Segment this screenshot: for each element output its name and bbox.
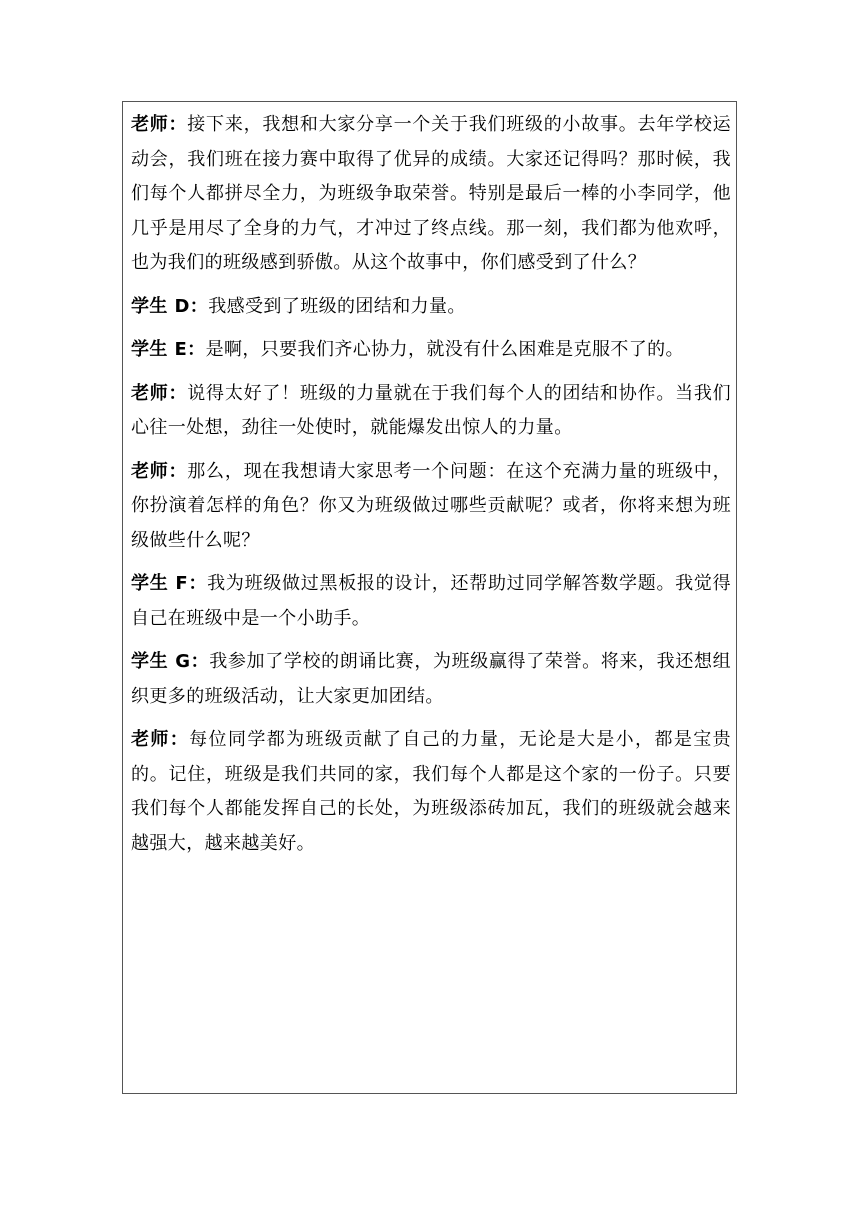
dialogue-text [131, 108, 731, 870]
line-text: 我参加了学校的朗诵比赛，为班级赢得了荣誉。将来，我还想组织更多的班级活动，让大家更加团结。 [131, 651, 732, 707]
dialogue-line-teacher [131, 108, 731, 281]
speaker-label: 学生 F： [131, 573, 208, 594]
line-text: 那么，现在我想请大家思考一个问题：在这个充满力量的班级中，你扮演着怎样的角色？你又为班级做过哪些贡献呢？或者，你将来想为班级做些什么呢？ [131, 460, 731, 551]
speaker-label: 学生 D： [131, 295, 209, 317]
dialogue-line-student-f [131, 567, 731, 636]
dialogue-line-teacher [131, 723, 731, 861]
dialogue-line-student-g [131, 645, 731, 714]
line-text: 是啊，只要我们齐心协力，就没有什么困难是克服不了的。 [205, 339, 684, 360]
dialogue-line-teacher [131, 377, 731, 446]
speaker-label: 学生 E： [131, 339, 206, 360]
line-text: 接下来，我想和大家分享一个关于我们班级的小故事。去年学校运动会，我们班在接力赛中取得了优异的成绩。大家还记得吗？那时候，我们每个人都拼尽全力，为班级争取荣誉。特别是最后一棒的小李同学，他几乎是用尽了全身的力气，才冲过了终点线。那一刻，我们都为他欢呼，也为我们的班级感到骄傲。从这个故事中，你们感受到了什么？ [131, 114, 731, 273]
dialogue-line-student-d [131, 290, 731, 325]
line-text: 我为班级做过黑板报的设计，还帮助过同学解答数学题。我觉得自己在班级中是一个小助手。 [131, 573, 732, 629]
line-text: 每位同学都为班级贡献了自己的力量，无论是大是小，都是宝贵的。记住，班级是我们共同的家，我们每个人都是这个家的一份子。只要我们每个人都能发挥自己的长处，为班级添砖加瓦，我们的班级就会越来越强大，越来越美好。 [131, 729, 732, 854]
line-text: 说得太好了！班级的力量就在于我们每个人的团结和协作。当我们心往一处想，劲往一处使时，就能爆发出惊人的力量。 [131, 382, 731, 438]
speaker-label: 老师： [131, 460, 188, 482]
speaker-label: 老师： [131, 382, 188, 404]
line-text: 我感受到了班级的团结和力量。 [208, 295, 466, 317]
dialogue-line-teacher [131, 455, 731, 559]
speaker-label: 学生 G： [131, 651, 210, 672]
speaker-label: 老师： [131, 729, 190, 750]
dialogue-line-student-e [131, 333, 731, 368]
speaker-label: 老师： [131, 114, 188, 135]
